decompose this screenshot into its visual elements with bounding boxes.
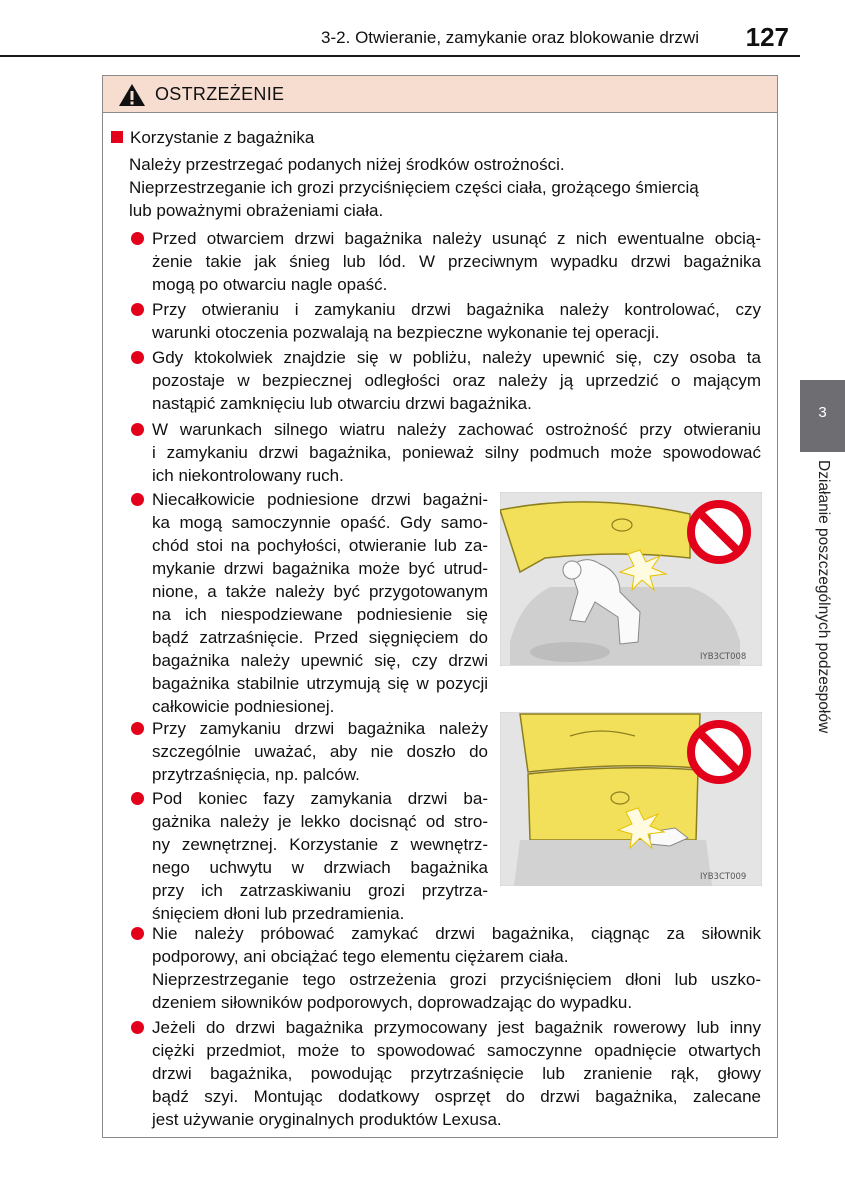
bullet-line: nastąpić zamknięciu lub otwarciu drzwi bagażnika. [152,394,532,413]
chapter-number: 3 [818,404,827,421]
bullet-line: Nieprzestrzeganie tego ostrzeżenia grozi przyciśnięciem dłoni lub uszko- [152,970,761,989]
bullet-line: Gdy ktokolwiek znajdzie się w pobliżu, należy upewnić się, czy osoba ta [152,348,761,367]
illustration-trunk-falling [500,492,762,666]
bullet-line: ciężki przedmiot, może to spowodować samoczynne opadnięcie otwartych [152,1041,761,1060]
bullet-item [131,346,761,415]
warning-triangle-icon [118,83,146,107]
bullet-item [131,418,761,487]
bullet-item [131,922,761,1014]
intro-line: Nieprzestrzeganie ich grozi przyciśnięciem części ciała, grożącego śmiercią [129,178,699,197]
subheading-text: Korzystanie z bagażnika [130,128,315,147]
bullet-line: jest używanie oryginalnych produktów Lexusa. [152,1110,502,1129]
bullet-line: mykanie drzwi bagażnika może być utrud- [152,559,488,578]
warning-box [102,75,778,1138]
bullet-line: podporowy, ani obciążać tego elementu ciężarem ciała. [152,947,569,966]
illustration-caption: IYB3CT009 [700,872,747,882]
bullet-line: bagażnika należy upewnić się, czy drzwi [152,651,488,670]
bullet-item [131,298,761,344]
page-number: 127 [745,22,789,52]
bullet-line: nione, a także należy być przygotowanym [152,582,488,601]
bullet-item [131,787,488,925]
chapter-title-vertical [800,460,845,800]
bullet-line: przytrzaśnięcia, np. palców. [152,765,360,784]
red-bullet-icon [131,493,144,506]
bullet-line: Przy zamykaniu drzwi bagażnika należy [152,719,488,738]
bullet-line: i zamykaniu drzwi bagażnika, ponieważ silny podmuch może spowodować [152,443,761,462]
bullet-line: przy ich zatrzaskiwaniu grozi przytrza- [152,881,488,900]
bullet-line: szczególnie uważać, aby nie doszło do [152,742,488,761]
bullet-line: Pod koniec fazy zamykania drzwi ba- [152,789,488,808]
illustration-caption: IYB3CT008 [700,652,747,662]
illustration-trunk-closing [500,712,762,886]
red-bullet-icon [131,423,144,436]
bullet-line: żenie takie jak śnieg lub lód. W przeciwnym wypadku drzwi bagażnika [152,252,761,271]
bullet-line: ich niekontrolowany ruch. [152,466,344,485]
bullet-line: Nie należy próbować zamykać drzwi bagażnika, ciągnąc za siłownik [152,924,761,943]
red-bullet-icon [131,1021,144,1034]
subheading [111,128,314,148]
intro-paragraph [129,153,765,222]
bullet-line: bądź zatrzaśnięcie. Przed sięgnięciem do [152,628,488,647]
red-bullet-icon [131,927,144,940]
bullet-line: dzeniem siłowników podporowych, doprowadzając do wypadku. [152,993,633,1012]
red-bullet-icon [131,792,144,805]
bullet-line: drzwi bagażnika, powodując przytrzaśnięcie lub zranienie rąk, głowy [152,1064,761,1083]
bullet-line: na ich niespodziewane podniesienie się [152,605,488,624]
red-bullet-icon [131,351,144,364]
bullet-line: W warunkach silnego wiatru należy zachować ostrożność przy otwieraniu [152,420,761,439]
bullet-line: bagażnika stabilnie utrzymują się w pozycji [152,674,488,693]
header-divider [0,55,800,57]
page-header [0,0,845,60]
bullet-line: chód stoi na pochyłości, otwieranie lub za- [152,536,488,555]
red-bullet-icon [131,232,144,245]
warning-header [103,76,777,113]
bullet-line: całkowicie podniesionej. [152,697,335,716]
intro-line: Należy przestrzegać podanych niżej środków ostrożności. [129,155,565,174]
bullet-line: Przy otwieraniu i zamykaniu drzwi bagażnika należy kontrolować, czy [152,300,761,319]
red-bullet-icon [131,303,144,316]
bullet-line: śnięciem dłoni lub przedramienia. [152,904,405,923]
bullet-line: bądź szyi. Montując dodatkowy osprzęt do drzwi bagażnika, zalecane [152,1087,761,1106]
bullet-line: ny zewnętrznej. Korzystanie z wewnętrz- [152,835,488,854]
red-bullet-icon [131,722,144,735]
bullet-line: warunki otoczenia pozwalają na bezpieczne wykonanie tej operacji. [152,323,660,342]
bullet-line: ka mogą samoczynnie opaść. Gdy samo- [152,513,488,532]
bullet-item [131,488,488,718]
chapter-title: Działanie poszczególnych podzespołów [815,460,832,734]
bullet-line: gażnika należy je lekko docisnąć od stro- [152,812,488,831]
bullet-line: Przed otwarciem drzwi bagażnika należy usunąć z nich ewentualne obcią- [152,229,761,248]
bullet-line: nego uchwytu w drzwiach bagażnika [152,858,488,877]
bullet-item [131,717,488,786]
red-square-bullet-icon [111,131,123,143]
bullet-line: mogą po otwarciu nagle opaść. [152,275,388,294]
bullet-item [131,227,761,296]
intro-line: lub poważnymi obrażeniami ciała. [129,201,384,220]
section-title: 3-2. Otwieranie, zamykanie oraz blokowanie drzwi [321,28,699,47]
bullet-line: pozostaje w bezpiecznej odległości oraz należy ją uprzedzić o mającym [152,371,761,390]
bullet-item [131,1016,761,1131]
bullet-line: Niecałkowicie podniesione drzwi bagażni- [152,490,488,509]
warning-title: OSTRZEŻENIE [155,84,285,104]
bullet-line: Jeżeli do drzwi bagażnika przymocowany jest bagażnik rowerowy lub inny [152,1018,761,1037]
